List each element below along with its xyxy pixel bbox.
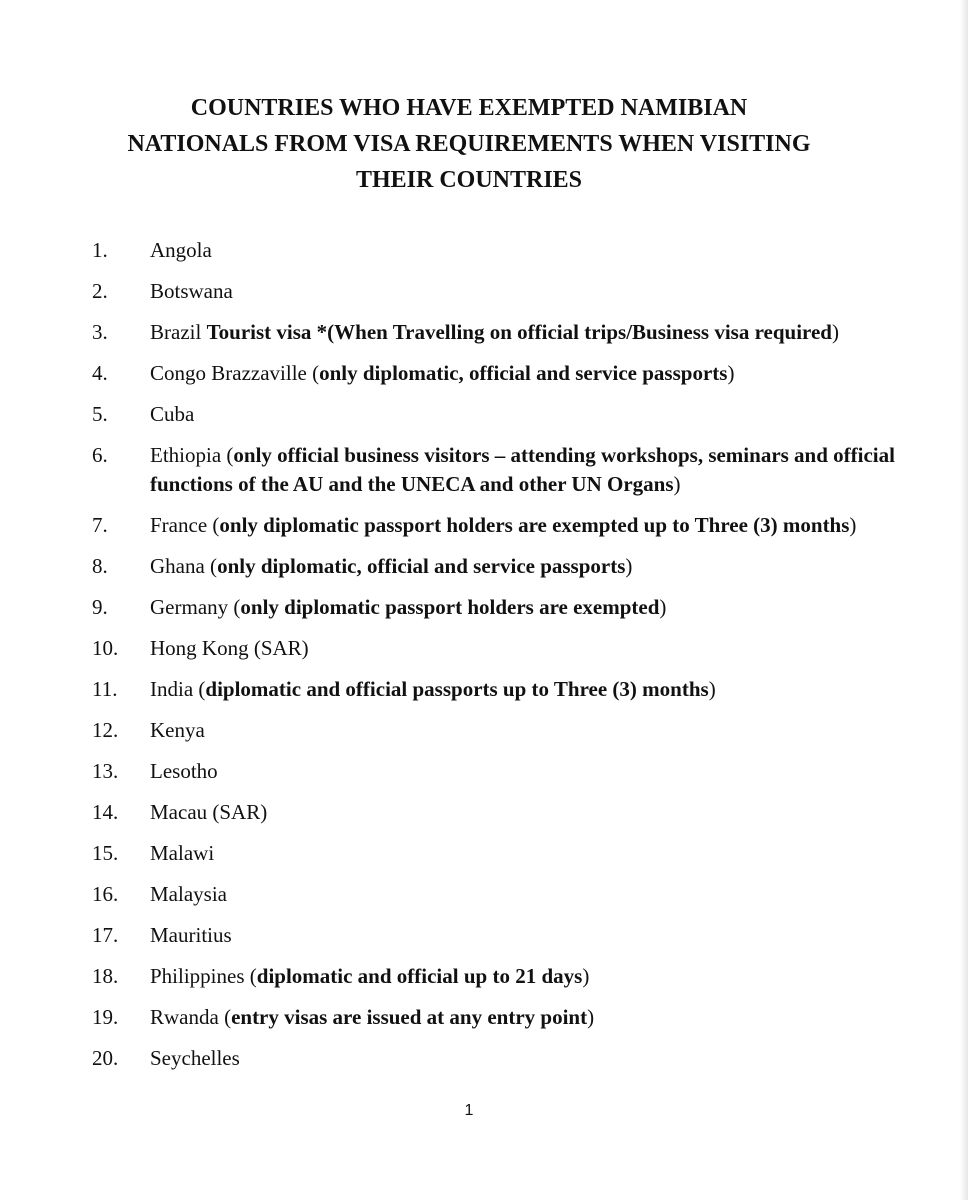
item-number: 17. bbox=[92, 923, 119, 947]
country-name: Macau (SAR) bbox=[150, 800, 268, 824]
country-name: Botswana bbox=[150, 279, 233, 303]
item-content bbox=[150, 839, 922, 868]
country-name: Mauritius bbox=[150, 923, 232, 947]
exemption-note: entry visas are issued at any entry point bbox=[231, 1005, 588, 1029]
item-number: 10. bbox=[92, 636, 119, 660]
item-content bbox=[150, 798, 922, 827]
item-content bbox=[150, 359, 922, 388]
item-number: 15. bbox=[92, 841, 119, 865]
item-content bbox=[150, 552, 922, 581]
list-item bbox=[92, 236, 922, 265]
item-content bbox=[150, 962, 922, 991]
item-content bbox=[150, 675, 922, 704]
exemption-note: diplomatic and official passports up to Three (3) months bbox=[205, 677, 709, 701]
item-number: 7. bbox=[92, 513, 108, 537]
item-content bbox=[150, 716, 922, 745]
item-number: 16. bbox=[92, 882, 119, 906]
title-line: THEIR COUNTRIES bbox=[355, 167, 583, 193]
closing-parenthesis: ) bbox=[727, 361, 735, 385]
country-name: France ( bbox=[150, 513, 220, 537]
list-item bbox=[92, 318, 922, 347]
closing-parenthesis: ) bbox=[659, 595, 667, 619]
list-item bbox=[92, 400, 922, 429]
country-name: Congo Brazzaville ( bbox=[150, 361, 320, 385]
list-item bbox=[92, 359, 922, 388]
closing-parenthesis: ) bbox=[625, 554, 633, 578]
country-name: Ghana ( bbox=[150, 554, 218, 578]
closing-parenthesis: ) bbox=[831, 320, 839, 344]
item-content bbox=[150, 511, 922, 540]
item-content bbox=[150, 593, 922, 622]
item-content bbox=[150, 880, 922, 909]
closing-parenthesis: ) bbox=[582, 964, 590, 988]
item-number: 3. bbox=[92, 320, 108, 344]
item-number: 1. bbox=[92, 238, 108, 262]
list-item bbox=[92, 798, 922, 827]
list-item bbox=[92, 839, 922, 868]
country-name: Lesotho bbox=[150, 759, 218, 783]
item-number: 6. bbox=[92, 443, 108, 467]
closing-parenthesis: ) bbox=[673, 472, 681, 496]
list-item bbox=[92, 634, 922, 663]
item-number: 8. bbox=[92, 554, 108, 578]
item-content bbox=[150, 757, 922, 786]
country-name: Philippines ( bbox=[150, 964, 257, 988]
item-number: 11. bbox=[92, 677, 118, 701]
item-content bbox=[150, 1003, 922, 1032]
country-name: Rwanda ( bbox=[150, 1005, 232, 1029]
country-name: Ethiopia ( bbox=[150, 443, 234, 467]
country-name: Angola bbox=[150, 238, 212, 262]
item-content bbox=[150, 921, 922, 950]
title-line: COUNTRIES WHO HAVE EXEMPTED NAMIBIAN bbox=[190, 95, 748, 121]
country-name: Malawi bbox=[150, 841, 215, 865]
item-number: 5. bbox=[92, 402, 108, 426]
item-number: 20. bbox=[92, 1046, 119, 1070]
item-content bbox=[150, 400, 922, 429]
item-number: 12. bbox=[92, 718, 119, 742]
document-title bbox=[0, 90, 938, 198]
item-content bbox=[150, 236, 922, 265]
list-item bbox=[92, 1044, 922, 1073]
item-content bbox=[150, 318, 922, 347]
list-item bbox=[92, 552, 922, 581]
country-name: Brazil bbox=[150, 320, 207, 344]
list-item bbox=[92, 716, 922, 745]
title-line: NATIONALS FROM VISA REQUIREMENTS WHEN VISITING bbox=[127, 131, 811, 157]
exemption-note: only diplomatic, official and service passports bbox=[319, 361, 728, 385]
item-content bbox=[150, 441, 922, 499]
page-edge-shadow bbox=[960, 0, 968, 1200]
list-item bbox=[92, 962, 922, 991]
list-item bbox=[92, 277, 922, 306]
item-number: 2. bbox=[92, 279, 108, 303]
closing-parenthesis: ) bbox=[708, 677, 716, 701]
exemption-note: only diplomatic, official and service passports bbox=[217, 554, 626, 578]
list-item bbox=[92, 593, 922, 622]
exemption-note: only diplomatic passport holders are exempted up to Three (3) months bbox=[219, 513, 850, 537]
page-number: 1 bbox=[464, 1102, 474, 1119]
country-name: Cuba bbox=[150, 402, 195, 426]
country-list bbox=[92, 236, 922, 1085]
item-content bbox=[150, 1044, 922, 1073]
list-item bbox=[92, 441, 922, 499]
country-name: India ( bbox=[150, 677, 206, 701]
item-number: 14. bbox=[92, 800, 119, 824]
country-name: Seychelles bbox=[150, 1046, 240, 1070]
list-item bbox=[92, 511, 922, 540]
exemption-note: Tourist visa *(When Travelling on official trips/Business visa required bbox=[206, 320, 832, 344]
list-item bbox=[92, 757, 922, 786]
closing-parenthesis: ) bbox=[849, 513, 857, 537]
item-content bbox=[150, 634, 922, 663]
list-item bbox=[92, 921, 922, 950]
list-item bbox=[92, 675, 922, 704]
item-content bbox=[150, 277, 922, 306]
list-item bbox=[92, 1003, 922, 1032]
exemption-note: only official business visitors – attending workshops, seminars and official functions of the AU and the UNECA and other UN Organs bbox=[150, 443, 895, 496]
exemption-note: only diplomatic passport holders are exempted bbox=[240, 595, 660, 619]
closing-parenthesis: ) bbox=[587, 1005, 595, 1029]
country-name: Malaysia bbox=[150, 882, 227, 906]
item-number: 19. bbox=[92, 1005, 119, 1029]
item-number: 4. bbox=[92, 361, 108, 385]
exemption-note: diplomatic and official up to 21 days bbox=[256, 964, 583, 988]
country-name: Germany ( bbox=[150, 595, 241, 619]
list-item bbox=[92, 880, 922, 909]
item-number: 9. bbox=[92, 595, 108, 619]
country-name: Hong Kong (SAR) bbox=[150, 636, 309, 660]
country-name: Kenya bbox=[150, 718, 205, 742]
item-number: 18. bbox=[92, 964, 119, 988]
item-number: 13. bbox=[92, 759, 119, 783]
